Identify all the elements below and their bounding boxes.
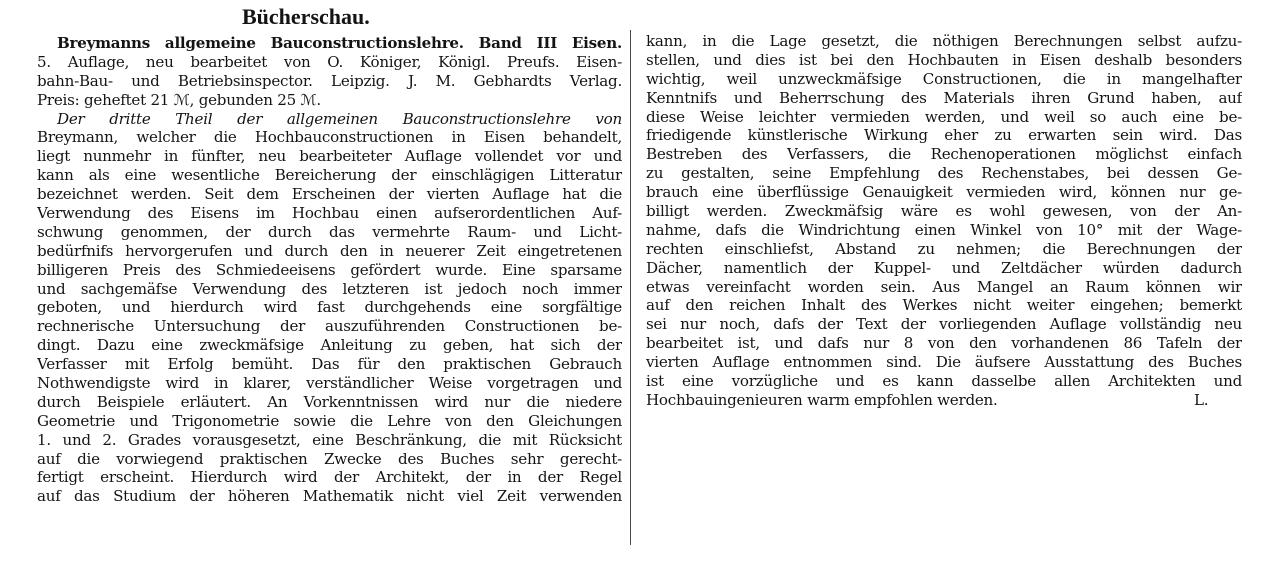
body-line: rechten einschliefst, Abstand zu nehmen; die Berechnungen der [646,239,1242,258]
left-body-text [37,110,622,507]
body-line: schwung genommen, der durch das vermehrte Raum- und Licht- [37,222,622,241]
body-line: dingt. Dazu eine zweckmäfsige Anleitung zu geben, hat sich der [37,336,622,355]
body-line: bezeichnet werden. Seit dem Erscheinen der vierten Auflage hat die [37,185,622,204]
column-divider [630,30,631,545]
closing-line: Hochbauingenieuren warm empfohlen werden. [646,390,998,409]
body-line: Nothwendigste wird in klarer, verständlicher Weise vorgetragen und [37,374,622,393]
book-title-block [37,34,622,110]
body-line: Breymann, welcher die Hochbauconstructionen in Eisen behandelt, [37,128,622,147]
body-line: sei nur noch, dafs der Text der vorliegenden Auflage vollständig neu [646,315,1242,334]
right-column [646,32,1242,587]
reviewer-signature: L. [1194,390,1209,409]
book-title-line: 5. Auflage, neu bearbeitet von O. Königer, Königl. Preufs. Eisen- [37,52,622,71]
left-column [37,0,622,555]
body-line: durch Beispiele erläutert. An Vorkenntnissen wird nur die niedere [37,392,622,411]
body-line: auf den reichen Inhalt des Werkes nicht weiter eingehen; bemerkt [646,296,1242,315]
body-line: billigt werden. Zweckmäfsig wäre es wohl gewesen, von der An- [646,202,1242,221]
body-line: etwas vereinfacht worden sein. Aus Mangel an Raum können wir [646,277,1242,296]
body-line: Der dritte Theil der allgemeinen Bauconstructionslehre von [57,109,622,128]
book-title-line: Preis: geheftet 21 ℳ, gebunden 25 ℳ. [37,90,321,109]
body-line: und sachgemäfse Verwendung des letzteren ist jedoch noch immer [37,279,622,298]
body-line: Bestreben des Verfassers, die Rechenoperationen möglichst einfach [646,145,1242,164]
body-line: ist eine vorzügliche und es kann dasselbe allen Architekten und [646,372,1242,391]
body-line: Kenntnifs und Beherrschung des Materials ihren Grund haben, auf [646,88,1242,107]
book-title-line: Breymanns allgemeine Bauconstructionslehre. Band III Eisen. [57,34,622,52]
body-line: fertigt erscheint. Hierdurch wird der Architekt, der in der Regel [37,468,622,487]
heading-wrapper [37,0,622,34]
closing-line-row [646,391,1242,410]
body-line: Geometrie und Trigonometrie sowie die Lehre von den Gleichungen [37,411,622,430]
body-line: diese Weise leichter vermieden werden, und weil so auch eine be- [646,107,1242,126]
body-line: auf das Studium der höheren Mathematik nicht viel Zeit verwenden [37,487,622,506]
body-line: auf die vorwiegend praktischen Zwecke des Buches sehr gerecht- [37,449,622,468]
book-title-line: bahn-Bau- und Betriebsinspector. Leipzig. J. M. Gebhardts Verlag. [37,71,622,90]
body-line: wichtig, weil unzweckmäfsige Constructionen, die in mangelhafter [646,69,1242,88]
body-line: Dächer, namentlich der Kuppel- und Zeltdächer würden dadurch [646,258,1242,277]
body-line: billigeren Preis des Schmiedeeisens gefördert wurde. Eine sparsame [37,260,622,279]
body-line: zu gestalten, seine Empfehlung des Rechenstabes, bei dessen Ge- [646,164,1242,183]
body-line: geboten, und hierdurch wird fast durchgehends eine sorgfältige [37,298,622,317]
body-line: kann als eine wesentliche Bereicherung der einschlägigen Litteratur [37,166,622,185]
body-line: stellen, und dies ist bei den Hochbauten in Eisen deshalb besonders [646,50,1242,69]
body-line: liegt nunmehr in fünfter, neu bearbeiteter Auflage vollendet vor und [37,147,622,166]
body-line: kann, in die Lage gesetzt, die nöthigen Berechnungen selbst aufzu- [646,32,1242,50]
body-line: nahme, dafs die Windrichtung einen Winkel von 10° mit der Wage- [646,220,1242,239]
section-heading: Bücherschau. [242,4,370,29]
body-line: bedürfnifs hervorgerufen und durch den in neuerer Zeit eingetretenen [37,241,622,260]
body-line: rechnerische Untersuchung der auszuführenden Constructionen be- [37,317,622,336]
body-line: friedigende künstlerische Wirkung eher zu erwarten sein wird. Das [646,126,1242,145]
body-line: Verfasser mit Erfolg bemüht. Das für den praktischen Gebrauch [37,355,622,374]
body-line: Verwendung des Eisens im Hochbau einen aufserordentlichen Auf- [37,204,622,223]
body-line: vierten Auflage entnommen sind. Die äufsere Ausstattung des Buches [646,353,1242,372]
body-line: brauch eine überflüssige Genauigkeit vermieden wird, können nur ge- [646,183,1242,202]
body-line: 1. und 2. Grades vorausgesetzt, eine Beschränkung, die mit Rücksicht [37,430,622,449]
body-line: bearbeitet ist, und dafs nur 8 von den vorhandenen 86 Tafeln der [646,334,1242,353]
